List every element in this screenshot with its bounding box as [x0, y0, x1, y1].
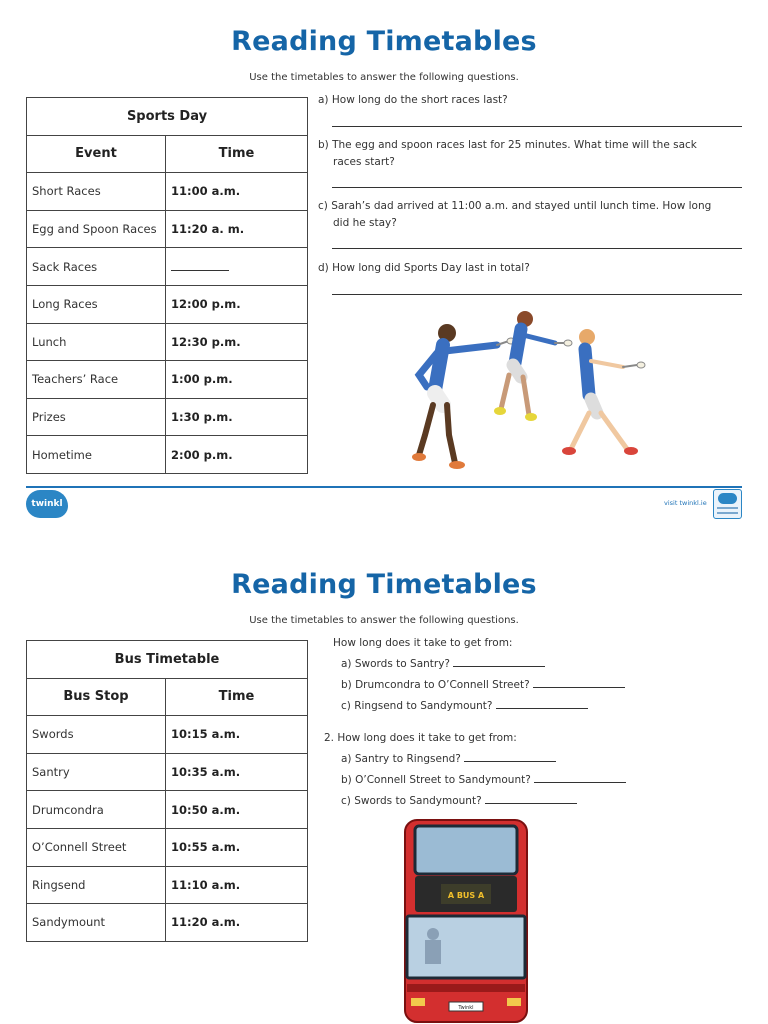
stop-cell: Drumcondra: [27, 791, 166, 829]
answer-blank[interactable]: [533, 678, 625, 688]
time-cell: 10:35 a.m.: [166, 753, 308, 791]
question-b: [318, 137, 718, 170]
question-1c: [341, 699, 588, 713]
stop-cell: Santry: [27, 753, 166, 791]
headlight-right: [507, 998, 521, 1006]
table-row: [27, 323, 308, 361]
driver-body: [425, 940, 441, 964]
question-2c: [341, 794, 577, 808]
question-c-line2: did he stay?: [333, 216, 397, 229]
time-cell: 10:15 a.m.: [166, 716, 308, 754]
destination-sign-text: A BUS A: [447, 891, 485, 900]
time-cell: 12:00 p.m.: [166, 285, 308, 323]
question-1c-text: c) Ringsend to Sandymount?: [341, 700, 493, 712]
question-2-intro: 2. How long does it take to get from:: [324, 732, 517, 744]
instructions: Use the timetables to answer the following questions.: [249, 72, 519, 83]
badge-line: [717, 507, 738, 509]
worksheet-bus-timetable: [0, 543, 768, 1024]
question-2c-text: c) Swords to Sandymount?: [341, 795, 482, 807]
time-cell: 11:00 a.m.: [166, 173, 308, 211]
question-b-line2: races start?: [333, 155, 395, 168]
question-2a: [341, 752, 556, 766]
table-row: [27, 791, 308, 829]
answer-line-d[interactable]: [332, 294, 742, 295]
table-row: [27, 904, 308, 942]
question-2b-text: b) O’Connell Street to Sandymount?: [341, 774, 531, 786]
egg-and-spoon-race-illustration: [405, 305, 655, 475]
lower-window: [407, 916, 525, 978]
time-cell: 1:00 p.m.: [166, 361, 308, 399]
time-cell: 11:10 a.m.: [166, 866, 308, 904]
answer-blank[interactable]: [496, 699, 588, 709]
event-cell: Short Races: [27, 173, 166, 211]
table-row: [27, 828, 308, 866]
table-row: [27, 210, 308, 248]
time-cell: 10:50 a.m.: [166, 791, 308, 829]
column-header-event: Event: [27, 135, 166, 173]
runner-boy: [412, 324, 515, 469]
question-b-line1: b) The egg and spoon races last for 25 minutes. What time will the sack: [318, 139, 697, 151]
runner-girl-2: [562, 329, 645, 455]
time-cell: 1:30 p.m.: [166, 398, 308, 436]
table-caption: Sports Day: [27, 98, 308, 136]
quality-badge-icon: [713, 489, 742, 519]
column-header-time: Time: [166, 678, 308, 716]
number-plate-text: Twinkl: [458, 1005, 474, 1011]
sports-day-timetable: [26, 97, 308, 474]
table-row: [27, 436, 308, 474]
upper-window: [415, 826, 517, 874]
table-row: [27, 716, 308, 754]
column-header-time: Time: [166, 135, 308, 173]
stop-cell: Swords: [27, 716, 166, 754]
table-row: [27, 248, 308, 286]
question-1a-text: a) Swords to Santry?: [341, 658, 451, 670]
instructions: Use the timetables to answer the following questions.: [249, 615, 519, 626]
table-row: [27, 753, 308, 791]
question-2a-text: a) Santry to Ringsend?: [341, 753, 461, 765]
bus-timetable: [26, 640, 308, 942]
footer-divider: [26, 486, 742, 488]
question-d: d) How long did Sports Day last in total?: [318, 262, 530, 274]
question-1b-text: b) Drumcondra to O’Connell Street?: [341, 679, 530, 691]
stop-cell: Sandymount: [27, 904, 166, 942]
answer-blank[interactable]: [453, 657, 545, 667]
answer-line-a[interactable]: [332, 126, 742, 127]
question-1b: [341, 678, 625, 692]
time-cell: 12:30 p.m.: [166, 323, 308, 361]
page-title: Reading Timetables: [231, 26, 537, 57]
stop-cell: Ringsend: [27, 866, 166, 904]
column-header-bus-stop: Bus Stop: [27, 678, 166, 716]
time-cell: 11:20 a.m.: [166, 904, 308, 942]
answer-blank[interactable]: [534, 773, 626, 783]
time-cell: 10:55 a.m.: [166, 828, 308, 866]
twinkl-logo: twinkl: [26, 490, 68, 518]
headlight-left: [411, 998, 425, 1006]
question-2b: [341, 773, 626, 787]
question-c-line1: c) Sarah’s dad arrived at 11:00 a.m. and stayed until lunch time. How long: [318, 200, 712, 212]
question-1a: [341, 657, 545, 671]
answer-blank[interactable]: [464, 752, 556, 762]
badge-line: [717, 512, 738, 514]
table-row: [27, 173, 308, 211]
visit-link[interactable]: visit twinkl.ie: [664, 499, 707, 507]
table-caption: Bus Timetable: [27, 641, 308, 679]
stop-cell: O’Connell Street: [27, 828, 166, 866]
table-row: [27, 285, 308, 323]
table-row: [27, 866, 308, 904]
event-cell: Sack Races: [27, 248, 166, 286]
badge-cloud-icon: [718, 493, 737, 504]
answer-blank[interactable]: [485, 794, 577, 804]
event-cell: Lunch: [27, 323, 166, 361]
answer-line-c[interactable]: [332, 248, 742, 249]
time-cell-blank[interactable]: [166, 248, 308, 286]
event-cell: Teachers’ Race: [27, 361, 166, 399]
driver: [427, 928, 439, 940]
question-a: a) How long do the short races last?: [318, 94, 508, 106]
question-1-intro: How long does it take to get from:: [333, 637, 513, 649]
answer-line-b[interactable]: [332, 187, 742, 188]
bumper-trim: [407, 984, 525, 992]
question-c: [318, 198, 718, 231]
table-row: [27, 398, 308, 436]
time-cell: 2:00 p.m.: [166, 436, 308, 474]
event-cell: Prizes: [27, 398, 166, 436]
page-title: Reading Timetables: [231, 569, 537, 600]
table-row: [27, 361, 308, 399]
event-cell: Egg and Spoon Races: [27, 210, 166, 248]
event-cell: Hometime: [27, 436, 166, 474]
answer-blank[interactable]: [171, 263, 229, 271]
event-cell: Long Races: [27, 285, 166, 323]
double-decker-bus-illustration: [403, 818, 529, 1024]
time-cell: 11:20 a. m.: [166, 210, 308, 248]
runner-girl-1: [494, 311, 572, 421]
